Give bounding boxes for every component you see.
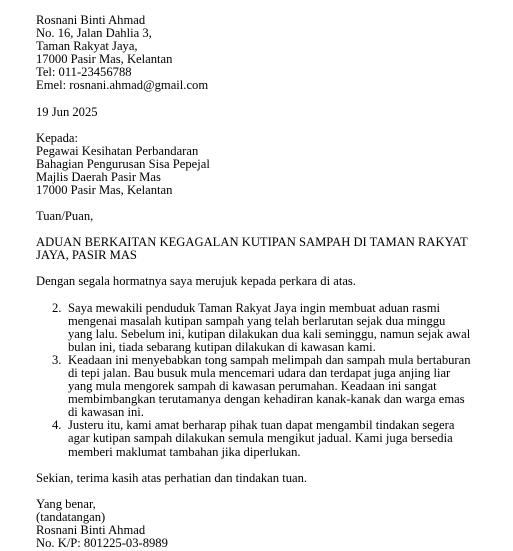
recipient-block (36, 132, 493, 197)
intro-paragraph: Dengan segala hormatnya saya merujuk kepada perkara di atas. (36, 274, 356, 289)
point-text: Keadaan ini menyebabkan tong sampah melimpah dan sampah mula bertaburan di tepi jalan. Bau busuk mula mencemari udara dan terdapat juga anjing liar yang mula mengorek sampah di kawasan perumahan. Keadaan ini sangat membimbangkan terutamanya dengan kehadiran kanak-kanak dan warga emas di kawasan ini. (68, 352, 471, 420)
signoff-name: Rosnani Binti Ahmad (36, 522, 146, 537)
recipient-line: Bahagian Pengurusan Sisa Pepejal (36, 156, 210, 171)
point-text: Justeru itu, kami amat berharap pihak tuan dapat mengambil tindakan segera agar kutipan sampah dilakukan semula mengikut jadual. Kami juga bersedia memberi maklumat tambahan jika diperlukan. (68, 418, 455, 459)
recipient-heading: Kepada: (36, 130, 78, 145)
recipient-line: Pegawai Kesihatan Perbandaran (36, 143, 199, 158)
point-number: 4. (52, 418, 62, 433)
spacer (36, 93, 493, 106)
signoff-ic-number: No. K/P: 801225-03-8989 (36, 536, 168, 550)
sender-block (36, 14, 493, 93)
sender-email: Emel: rosnani.ahmad@gmail.com (36, 78, 209, 93)
list-item (36, 419, 471, 458)
sender-address-line: Taman Rakyat Jaya, (36, 39, 138, 54)
point-number: 2. (52, 300, 62, 315)
letter-date: 19 Jun 2025 (36, 104, 98, 119)
numbered-points (36, 302, 493, 459)
list-item (36, 354, 471, 419)
signoff-block (36, 498, 493, 550)
spacer (36, 119, 493, 132)
point-text: Saya mewakili penduduk Taman Rakyat Jaya ingin membuat aduan rasmi mengenai masalah kutipan sampah yang telah berlarutan sejak dua minggu yang lalu. Sebelum ini, kutipan dilakukan dua kali seminggu, namun sejak awal bulan ini, tiada sebarang kutipan dilakukan di kawasan kami. (68, 300, 471, 354)
list-item (36, 302, 471, 354)
point-number: 3. (52, 352, 62, 367)
signature-placeholder: (tandatangan) (36, 509, 106, 524)
letter-subject: ADUAN BERKAITAN KEGAGALAN KUTIPAN SAMPAH DI TAMAN RAKYAT JAYA, PASIR MAS (36, 235, 468, 263)
spacer (36, 485, 493, 498)
recipient-line: Majlis Daerah Pasir Mas (36, 169, 161, 184)
sender-address-line: 17000 Pasir Mas, Kelantan (36, 52, 173, 67)
sender-address-line: No. 16, Jalan Dahlia 3, (36, 26, 152, 41)
sender-name: Rosnani Binti Ahmad (36, 13, 146, 27)
signoff-greeting: Yang benar, (36, 496, 96, 511)
spacer (36, 459, 493, 472)
recipient-line: 17000 Pasir Mas, Kelantan (36, 183, 173, 198)
salutation: Tuan/Puan, (36, 209, 94, 224)
closing-paragraph: Sekian, terima kasih atas perhatian dan tindakan tuan. (36, 470, 308, 485)
sender-tel: Tel: 011-23456788 (36, 65, 132, 80)
spacer (36, 197, 493, 210)
